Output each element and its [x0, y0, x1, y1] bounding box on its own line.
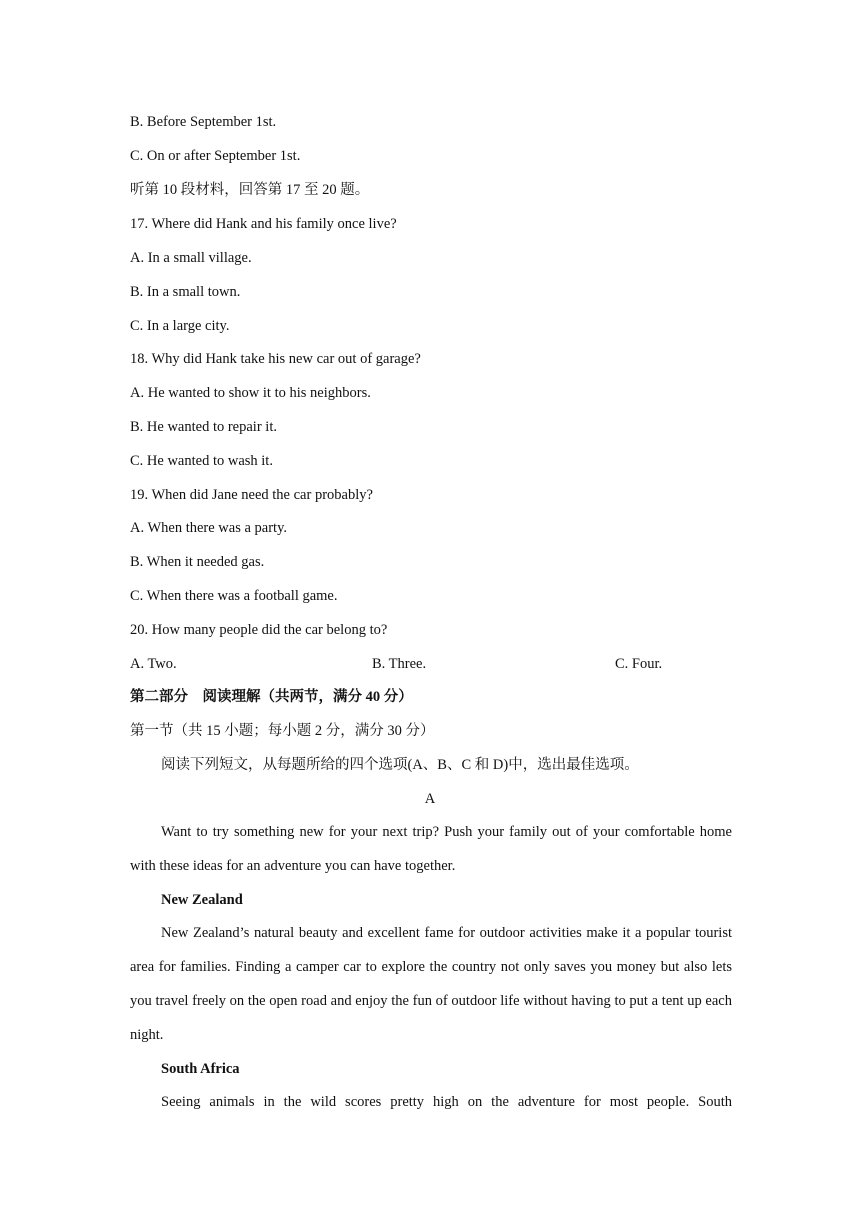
reading-part-title: 第二部分 阅读理解（共两节，满分 40 分） — [130, 689, 413, 705]
q18-option-b: B. He wanted to repair it. — [130, 419, 277, 435]
q18-option-a: A. He wanted to show it to his neighbors. — [130, 385, 371, 401]
q17-option-c: C. In a large city. — [130, 318, 230, 334]
q20-option-a: A. Two. — [130, 656, 177, 672]
q16-option-c: C. On or after September 1st. — [130, 148, 301, 164]
q17-question: 17. Where did Hank and his family once live? — [130, 216, 397, 232]
reading-section-title: 第一节（共 15 小题；每小题 2 分，满分 30 分） — [130, 723, 435, 739]
south-africa-heading: South Africa — [161, 1061, 240, 1077]
section10-instruction: 听第 10 段材料，回答第 17 至 20 题。 — [130, 182, 370, 198]
new-zealand-heading: New Zealand — [161, 892, 243, 908]
q20-question: 20. How many people did the car belong to? — [130, 622, 388, 638]
q16-option-b: B. Before September 1st. — [130, 114, 277, 130]
q20-option-c: C. Four. — [615, 656, 663, 672]
passage-label: A — [424, 791, 436, 807]
q17-option-b: B. In a small town. — [130, 284, 241, 300]
q19-option-a: A. When there was a party. — [130, 520, 288, 536]
q18-question: 18. Why did Hank take his new car out of garage? — [130, 351, 421, 367]
south-africa-paragraph: Seeing animals in the wild scores pretty high on the adventure for most people. South — [161, 1094, 732, 1110]
q19-question: 19. When did Jane need the car probably? — [130, 487, 373, 503]
q17-option-a: A. In a small village. — [130, 250, 252, 266]
passage-intro: Want to try something new for your next trip? Push your family out of your comfortable home with these ideas for an adventure you can have together. — [130, 824, 732, 874]
new-zealand-paragraph: New Zealand’s natural beauty and excellent fame for outdoor activities make it a popular tourist area for families. Finding a camper car to explore the country not only saves you money but also lets you travel freely on the open road and enjoy the fun of outdoor life without having to put a tent up each night. — [130, 925, 732, 1043]
q20-option-b: B. Three. — [372, 656, 427, 672]
q19-option-c: C. When there was a football game. — [130, 588, 338, 604]
q19-option-b: B. When it needed gas. — [130, 554, 265, 570]
reading-instruction: 阅读下列短文，从每题所给的四个选项(A、B、C 和 D)中，选出最佳选项。 — [161, 757, 639, 773]
q18-option-c: C. He wanted to wash it. — [130, 453, 273, 469]
